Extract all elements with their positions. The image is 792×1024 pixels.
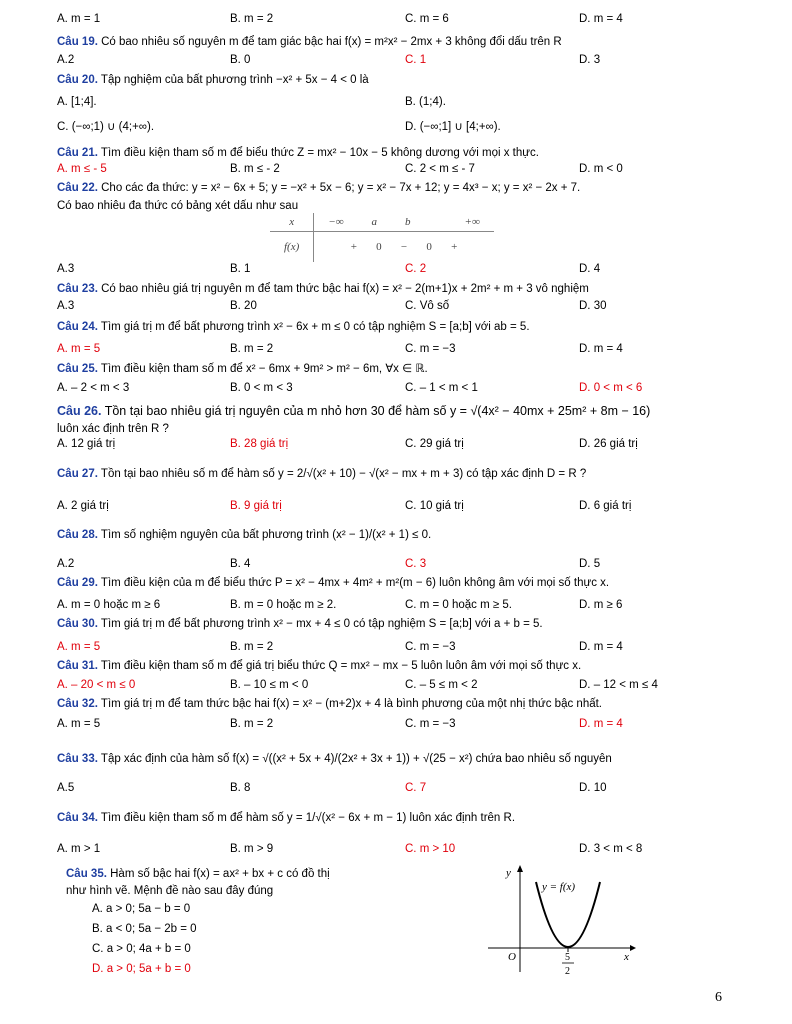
option-c: C. (−∞;1) ∪ (4;+∞). bbox=[57, 121, 155, 133]
question-text: như hình vẽ. Mệnh đề nào sau đây đúng bbox=[66, 885, 274, 897]
question-text: Tìm giá trị m để bất phương trình x² − mx + 4 ≤ 0 có tập nghiệm S = [a;b] với a + b = 5. bbox=[100, 618, 543, 630]
option-c: C. – 1 < m < 1 bbox=[405, 382, 478, 394]
question-label: Câu 33. bbox=[57, 753, 98, 765]
option-a: A. a > 0; 5a − b = 0 bbox=[92, 903, 191, 915]
question-19 bbox=[57, 35, 737, 49]
option-c-correct: C. 3 bbox=[405, 558, 427, 570]
option-c: C. Vô số bbox=[405, 300, 450, 312]
option-d: D. 26 giá trị bbox=[579, 438, 638, 450]
sign-table-signs bbox=[314, 232, 494, 263]
question-28 bbox=[57, 528, 737, 542]
option-d: D. 3 < m < 8 bbox=[579, 843, 643, 855]
question-30 bbox=[57, 617, 737, 631]
curve-label: y = f(x) bbox=[542, 881, 576, 893]
question-22 bbox=[57, 181, 737, 195]
option-a: A. m = 1 bbox=[57, 13, 101, 25]
question-26 bbox=[57, 404, 737, 418]
question-label: Câu 24. bbox=[57, 321, 98, 333]
option-b: B. 20 bbox=[230, 300, 257, 312]
vertex-numerator: 5 bbox=[565, 952, 570, 963]
question-label: Câu 21. bbox=[57, 147, 98, 159]
parabola-graph bbox=[480, 860, 640, 980]
option-b-correct: B. 28 giá trị bbox=[230, 438, 289, 450]
option-a: A. m > 1 bbox=[57, 843, 101, 855]
question-text: Tìm điều kiện tham số m để x² − 6mx + 9m² > m² − 6m, ∀x ∈ ℝ. bbox=[100, 363, 428, 375]
option-b: B. a < 0; 5a − 2b = 0 bbox=[92, 923, 197, 935]
question-text: Tìm điều kiện tham số m để giá trị biểu thức Q = mx² − mx − 5 luôn luôn âm với mọi số thực x. bbox=[100, 660, 582, 672]
question-34 bbox=[57, 811, 737, 825]
option-d: D. 3 bbox=[579, 54, 601, 66]
sign: 0 bbox=[376, 241, 382, 253]
option-d: D. 30 bbox=[579, 300, 607, 312]
option-a: A.5 bbox=[57, 782, 75, 794]
option-d: D. m = 4 bbox=[579, 641, 623, 653]
option-b: B. m ≤ - 2 bbox=[230, 163, 280, 175]
question-33 bbox=[57, 752, 737, 766]
option-b-correct: B. 9 giá trị bbox=[230, 500, 282, 512]
question-31 bbox=[57, 659, 737, 673]
option-a: A. – 2 < m < 3 bbox=[57, 382, 130, 394]
option-d-correct: D. m = 4 bbox=[579, 718, 623, 730]
sign: + bbox=[350, 241, 357, 253]
question-text: Có bao nhiêu giá trị nguyên m để tam thức bậc hai f(x) = x² − 2(m+1)x + 2m² + m + 3 vô nghiệm bbox=[101, 283, 589, 295]
option-a-correct: A. – 20 < m ≤ 0 bbox=[57, 679, 136, 691]
question-label: Câu 28. bbox=[57, 529, 98, 541]
sign-table bbox=[270, 213, 494, 262]
option-b: B. 1 bbox=[230, 263, 251, 275]
question-text: Tìm điều kiện của m để biểu thức P = x² − 4mx + 4m² + m²(m − 6) luôn không âm với mọi số thực x. bbox=[100, 577, 610, 589]
question-label: Câu 35. bbox=[66, 868, 107, 880]
option-b: B. m > 9 bbox=[230, 843, 274, 855]
option-b: B. 0 bbox=[230, 54, 251, 66]
question-text: Tập xác định của hàm số f(x) = √((x² + 5x + 4)/(2x² + 3x + 1)) + √(25 − x²) chứa bao nhiêu số nguyên bbox=[100, 753, 612, 765]
question-text: Cho các đa thức: y = x² − 6x + 5; y = −x² + 5x − 6; y = x² − 7x + 12; y = 4x³ − x; y = x² − 2x + 7. bbox=[101, 182, 581, 194]
option-b: B. 4 bbox=[230, 558, 251, 570]
option-a-correct: A. m = 5 bbox=[57, 343, 101, 355]
option-a: A. 12 giá trị bbox=[57, 438, 116, 450]
option-d: D. 5 bbox=[579, 558, 601, 570]
question-24 bbox=[57, 320, 737, 334]
option-c: C. m = 0 hoặc m ≥ 5. bbox=[405, 599, 512, 611]
option-a: A.2 bbox=[57, 558, 75, 570]
option-a: A. 2 giá trị bbox=[57, 500, 109, 512]
question-21 bbox=[57, 146, 737, 160]
sign-table-head: +∞ bbox=[425, 213, 494, 232]
option-b: B. m = 2 bbox=[230, 718, 274, 730]
option-c-correct: C. 2 bbox=[405, 263, 427, 275]
y-axis-label: y bbox=[506, 867, 511, 879]
question-text: Tìm điều kiện tham số m để hàm số y = 1/√(x² − 6x + m − 1) luôn xác định trên R. bbox=[100, 812, 516, 824]
question-text: Hàm số bậc hai f(x) = ax² + bx + c có đồ thị bbox=[110, 868, 330, 880]
option-a-correct: A. m = 5 bbox=[57, 641, 101, 653]
option-c-correct: C. 7 bbox=[405, 782, 427, 794]
question-label: Câu 34. bbox=[57, 812, 98, 824]
option-a: A.2 bbox=[57, 54, 75, 66]
question-text: Có bao nhiêu đa thức có bảng xét dấu như sau bbox=[57, 200, 299, 212]
question-35 bbox=[66, 867, 746, 881]
option-d: D. 4 bbox=[579, 263, 601, 275]
question-29 bbox=[57, 576, 737, 590]
question-32 bbox=[57, 697, 737, 711]
option-d: D. m = 4 bbox=[579, 13, 623, 25]
option-d: D. – 12 < m ≤ 4 bbox=[579, 679, 658, 691]
option-c: C. m = 6 bbox=[405, 13, 449, 25]
question-23 bbox=[57, 282, 737, 296]
sign: 0 bbox=[426, 241, 432, 253]
vertex-denominator: 2 bbox=[565, 966, 570, 977]
question-text: Tìm điều kiện tham số m để biểu thức Z = mx² − 10x − 5 không dương với mọi x thực. bbox=[100, 147, 539, 159]
question-label: Câu 22. bbox=[57, 182, 98, 194]
option-a: A. m = 5 bbox=[57, 718, 101, 730]
option-a-correct: A. m ≤ - 5 bbox=[57, 163, 107, 175]
option-d: D. (−∞;1] ∪ [4;+∞). bbox=[405, 121, 501, 133]
option-c: C. a > 0; 4a + b = 0 bbox=[92, 943, 191, 955]
option-c: C. 2 < m ≤ - 7 bbox=[405, 163, 475, 175]
option-a: A. [1;4]. bbox=[57, 96, 97, 108]
question-label: Câu 19. bbox=[57, 36, 98, 48]
option-d: D. 10 bbox=[579, 782, 607, 794]
option-a: A. m = 0 hoặc m ≥ 6 bbox=[57, 599, 161, 611]
option-b: B. 8 bbox=[230, 782, 251, 794]
question-text: Tìm giá trị m để bất phương trình x² − 6x + m ≤ 0 có tập nghiệm S = [a;b] với ab = 5. bbox=[100, 321, 530, 333]
sign-table-x: x bbox=[270, 213, 314, 232]
question-label: Câu 23. bbox=[57, 283, 98, 295]
sign-table-fx: f(x) bbox=[270, 232, 314, 263]
question-text: Tập nghiệm của bất phương trình −x² + 5x − 4 < 0 là bbox=[100, 74, 369, 86]
sign-table-head: −∞ bbox=[314, 213, 358, 232]
question-label: Câu 20. bbox=[57, 74, 98, 86]
page-number: 6 bbox=[715, 990, 722, 1005]
question-27 bbox=[57, 467, 737, 481]
option-c: C. 29 giá trị bbox=[405, 438, 464, 450]
option-d-correct: D. a > 0; 5a + b = 0 bbox=[92, 963, 191, 975]
option-b: B. (1;4). bbox=[405, 96, 446, 108]
question-label: Câu 26. bbox=[57, 404, 102, 418]
option-c: C. m = −3 bbox=[405, 718, 456, 730]
origin-label: O bbox=[508, 951, 516, 963]
question-26-continued bbox=[57, 422, 737, 436]
option-c: C. – 5 ≤ m < 2 bbox=[405, 679, 478, 691]
sign: − bbox=[400, 241, 408, 253]
option-b: B. – 10 ≤ m < 0 bbox=[230, 679, 309, 691]
y-axis-arrow bbox=[517, 865, 523, 872]
option-b: B. m = 2 bbox=[230, 343, 274, 355]
question-text: luôn xác định trên R ? bbox=[57, 423, 169, 435]
question-35-continued bbox=[66, 884, 746, 898]
question-text: Tồn tại bao nhiêu số m để hàm số y = 2/√(x² + 10) − √(x² − mx + m + 3) có tập xác định D = R ? bbox=[100, 468, 587, 480]
option-d: D. 6 giá trị bbox=[579, 500, 632, 512]
question-label: Câu 32. bbox=[57, 698, 98, 710]
option-b: B. m = 2 bbox=[230, 641, 274, 653]
question-text: Tìm giá trị m để tam thức bậc hai f(x) = x² − (m+2)x + 4 là bình phương của một nhị thức bậc nhất. bbox=[100, 698, 602, 710]
option-d: D. m = 4 bbox=[579, 343, 623, 355]
sign-table-head: b bbox=[391, 213, 425, 232]
x-axis-arrow bbox=[630, 945, 636, 951]
sign-table-head: a bbox=[358, 213, 392, 232]
option-d: D. m ≥ 6 bbox=[579, 599, 623, 611]
question-25 bbox=[57, 362, 737, 376]
sign: + bbox=[451, 241, 458, 253]
question-label: Câu 29. bbox=[57, 577, 98, 589]
option-b: B. m = 2 bbox=[230, 13, 274, 25]
question-text: Tồn tại bao nhiêu giá trị nguyên của m nhỏ hơn 30 để hàm số y = √(4x² − 40mx + 25m² + 8m − 16) bbox=[104, 404, 651, 418]
question-label: Câu 30. bbox=[57, 618, 98, 630]
question-text: Tìm số nghiệm nguyên của bất phương trình (x² − 1)/(x² + 1) ≤ 0. bbox=[100, 529, 432, 541]
option-c: C. 10 giá trị bbox=[405, 500, 464, 512]
option-c-correct: C. 1 bbox=[405, 54, 427, 66]
option-b: B. 0 < m < 3 bbox=[230, 382, 293, 394]
option-a: A.3 bbox=[57, 300, 75, 312]
option-d-correct: D. 0 < m < 6 bbox=[579, 382, 643, 394]
option-c-correct: C. m > 10 bbox=[405, 843, 456, 855]
question-22-continued bbox=[57, 199, 737, 213]
question-label: Câu 25. bbox=[57, 363, 98, 375]
option-d: D. m < 0 bbox=[579, 163, 623, 175]
option-b: B. m = 0 hoặc m ≥ 2. bbox=[230, 599, 337, 611]
question-20 bbox=[57, 73, 737, 87]
question-text: Có bao nhiêu số nguyên m để tam giác bậc hai f(x) = m²x² − 2mx + 3 không đổi dấu trên R bbox=[101, 36, 562, 48]
x-axis-label: x bbox=[624, 951, 629, 963]
option-c: C. m = −3 bbox=[405, 343, 456, 355]
option-a: A.3 bbox=[57, 263, 75, 275]
question-label: Câu 31. bbox=[57, 660, 98, 672]
option-c: C. m = −3 bbox=[405, 641, 456, 653]
question-label: Câu 27. bbox=[57, 468, 98, 480]
